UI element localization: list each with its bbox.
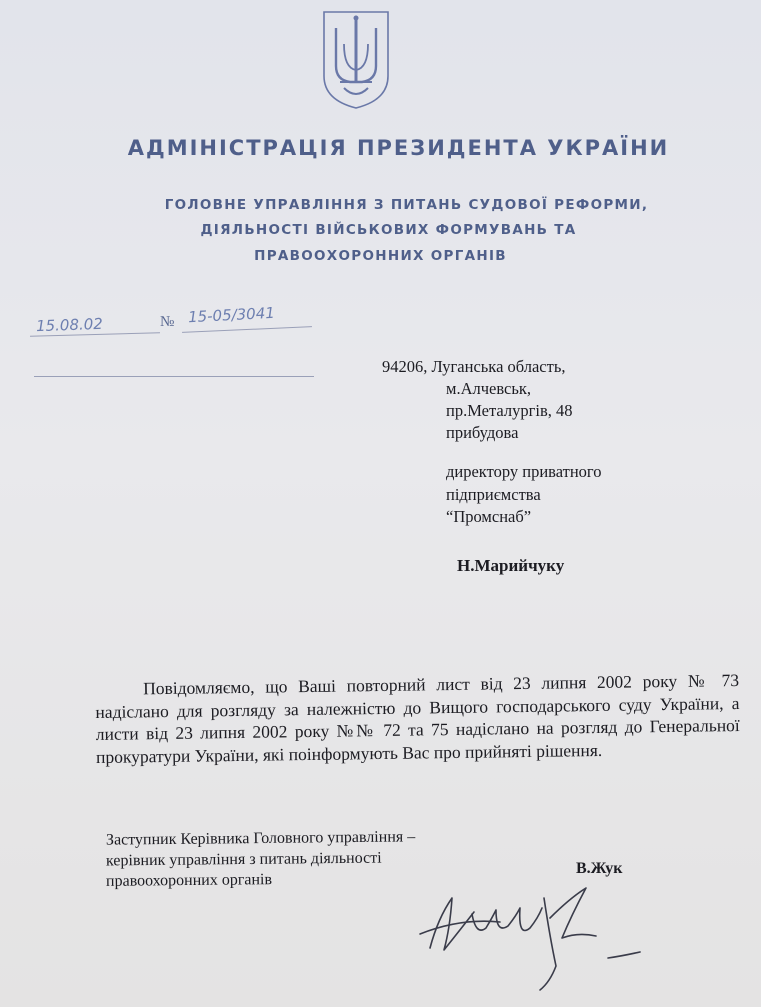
number-underline [182,326,312,333]
blank-underline [34,376,314,377]
registration-date: 15.08.02 [35,314,104,336]
signatory-title-3: правоохоронних органів [105,871,273,890]
recipient-position-1: директору приватного [446,462,602,481]
letter-body: Повідомляємо, що Ваші повторний лист від 23 липня 2002 року № 73 надіслано для розгляду за належністю до Вищого господарського суду України, а листи від 23 липня 2002 року №№ 72 та 75 надіслано на розгляд до Генеральної прокуратури України, які поінформують Вас про прийняті рішення. [95,670,740,767]
signatory-name: В.Жук [576,860,623,877]
signatory-title-1: Заступник Керівника Головного управління – [105,828,416,849]
recipient-name: Н.Марийчуку [457,556,565,575]
recipient-postal: 94206, Луганська область, [382,357,566,376]
number-label: № [160,314,175,330]
trident-emblem-icon [320,8,392,110]
recipient-street: пр.Металургів, 48 [446,401,573,420]
recipient-city: м.Алчевськ, [446,379,532,398]
department-line-3: ПРАВООХОРОННИХ ОРГАНІВ [254,248,507,264]
department-line-2: ДІЯЛЬНОСТІ ВІЙСЬКОВИХ ФОРМУВАНЬ ТА [200,222,577,238]
registration-number: 15-05/3041 [187,303,276,327]
recipient-building: прибудова [446,423,519,442]
recipient-company: “Промснаб” [446,507,532,526]
recipient-position-2: підприємства [446,485,541,504]
signatory-title-2: керівник управління з питань діяльності [105,849,382,870]
institution-title: АДМІНІСТРАЦІЯ ПРЕЗИДЕНТА УКРАЇНИ [127,136,670,160]
department-line-1: ГОЛОВНЕ УПРАВЛІННЯ З ПИТАНЬ СУДОВОЇ РЕФОРМИ, [164,197,649,213]
handwritten-signature [400,878,660,998]
